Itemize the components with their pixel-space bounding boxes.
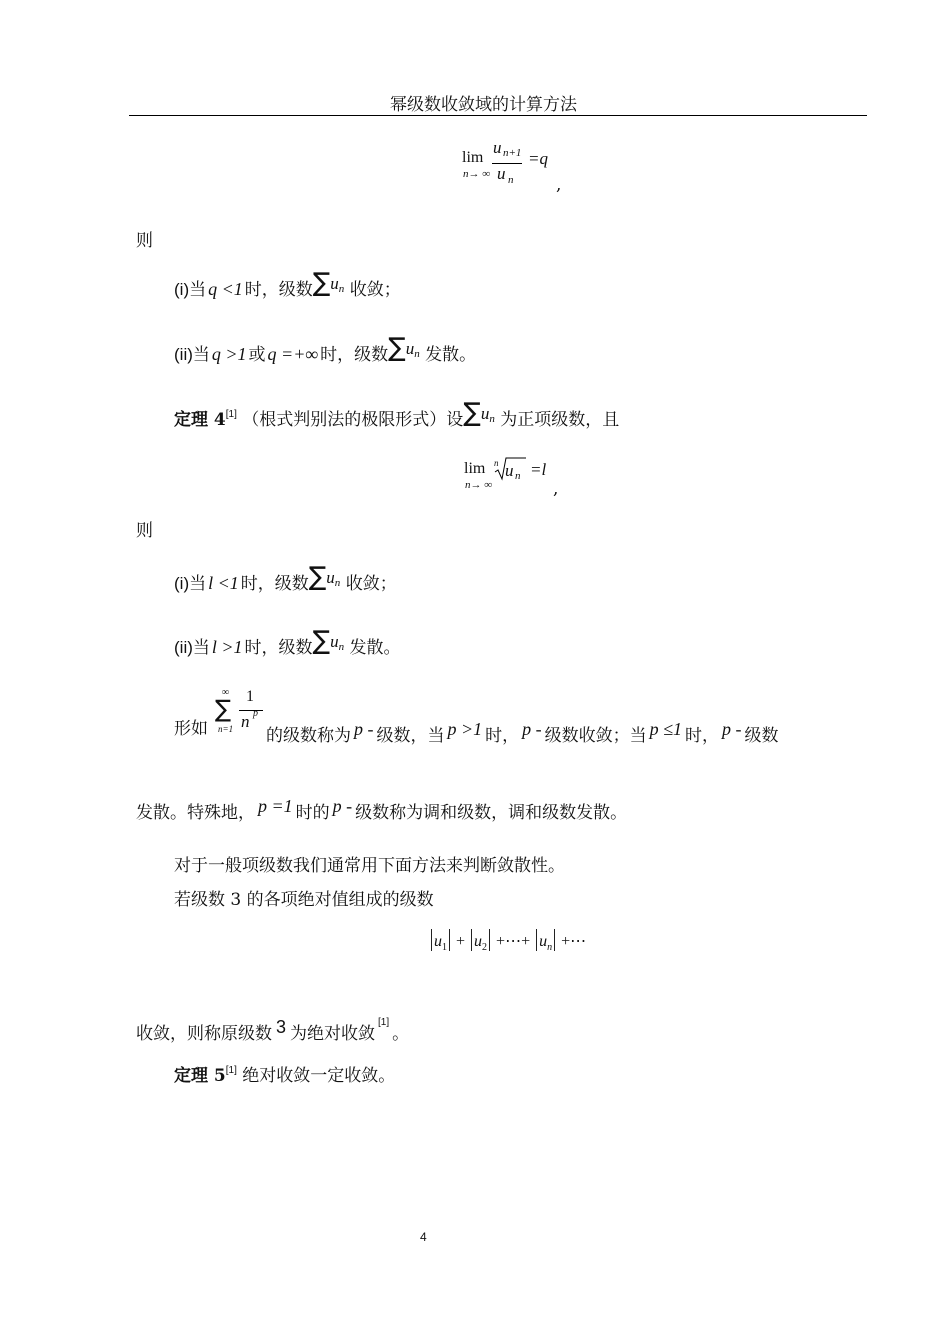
sum-lower-limit: n=1	[218, 724, 234, 734]
lim-text: lim	[462, 149, 484, 166]
pseries-line1: 的级数称为 p - 级数，当 p >1 时， p - 级数收敛；当 p ≤1 时， p - 级数	[266, 719, 779, 746]
pseries-prefix: 形如	[174, 719, 208, 739]
theorem5-label: 定理 5	[174, 1066, 226, 1086]
lim-subscript: n→ ∞	[465, 479, 493, 491]
pfrac-bar	[239, 710, 263, 711]
sum-sign: ∑	[215, 695, 232, 723]
formula-rhs: =l	[530, 460, 547, 479]
formula-comma: ,	[556, 175, 562, 195]
formula-comma: ,	[553, 479, 559, 499]
pfrac-numerator: 1	[246, 688, 254, 705]
radicand: u	[505, 461, 514, 480]
root-case-ii: (ii)当 l >1 时，级数∑un 发散。	[174, 626, 401, 658]
pfrac-denominator: n	[241, 712, 250, 731]
ratio-case-i: (i)当 q <1 时，级数∑un 收敛；	[174, 268, 401, 300]
page-number: 4	[420, 1230, 427, 1244]
header-rule	[129, 115, 867, 116]
ratio-case-ii: (ii)当 q >1 或 q =+∞ 时，级数∑un 发散。	[174, 333, 477, 365]
pseries-line2: 发散。特殊地， p =1 时的 p - 级数称为调和级数，调和级数发散。	[136, 796, 628, 823]
then-label: 则	[136, 231, 153, 251]
abs-conv-paragraph: 收敛，则称原级数 3 为绝对收敛[1]。	[136, 1017, 410, 1044]
frac-numerator-sub: n+1	[503, 147, 522, 159]
lim-text: lim	[464, 460, 486, 477]
para-abs-intro: 若级数 3 的各项绝对值组成的级数	[174, 890, 434, 910]
radicand-sub: n	[515, 470, 521, 482]
root-index: n	[494, 458, 499, 468]
then-label-2: 则	[136, 521, 153, 541]
frac-numerator: u	[493, 138, 502, 157]
pfrac-exponent: p	[253, 708, 258, 719]
root-case-i: (i)当 l <1 时，级数∑un 收敛；	[174, 562, 397, 594]
theorem4-statement: 定理 4[1] （根式判别法的极限形式）设∑un 为正项级数，且	[174, 398, 620, 430]
para-general-series: 对于一般项级数我们通常用下面方法来判断敛散性。	[174, 856, 565, 876]
frac-denominator: u	[497, 164, 506, 183]
frac-denominator-sub: n	[508, 174, 514, 186]
running-header: 幂级数收敛域的计算方法	[390, 95, 577, 115]
sum-upper-limit: ∞	[222, 687, 230, 698]
theorem4-label: 定理 4	[174, 410, 226, 430]
formula-rhs: =q	[528, 149, 548, 168]
lim-subscript: n→ ∞	[463, 168, 491, 180]
abs-value-series: $u_1 + u_2$ +⋯+ $u_n$ +⋯	[429, 929, 586, 953]
theorem5-statement: 定理 5[1] 绝对收敛一定收敛。	[174, 1065, 396, 1086]
